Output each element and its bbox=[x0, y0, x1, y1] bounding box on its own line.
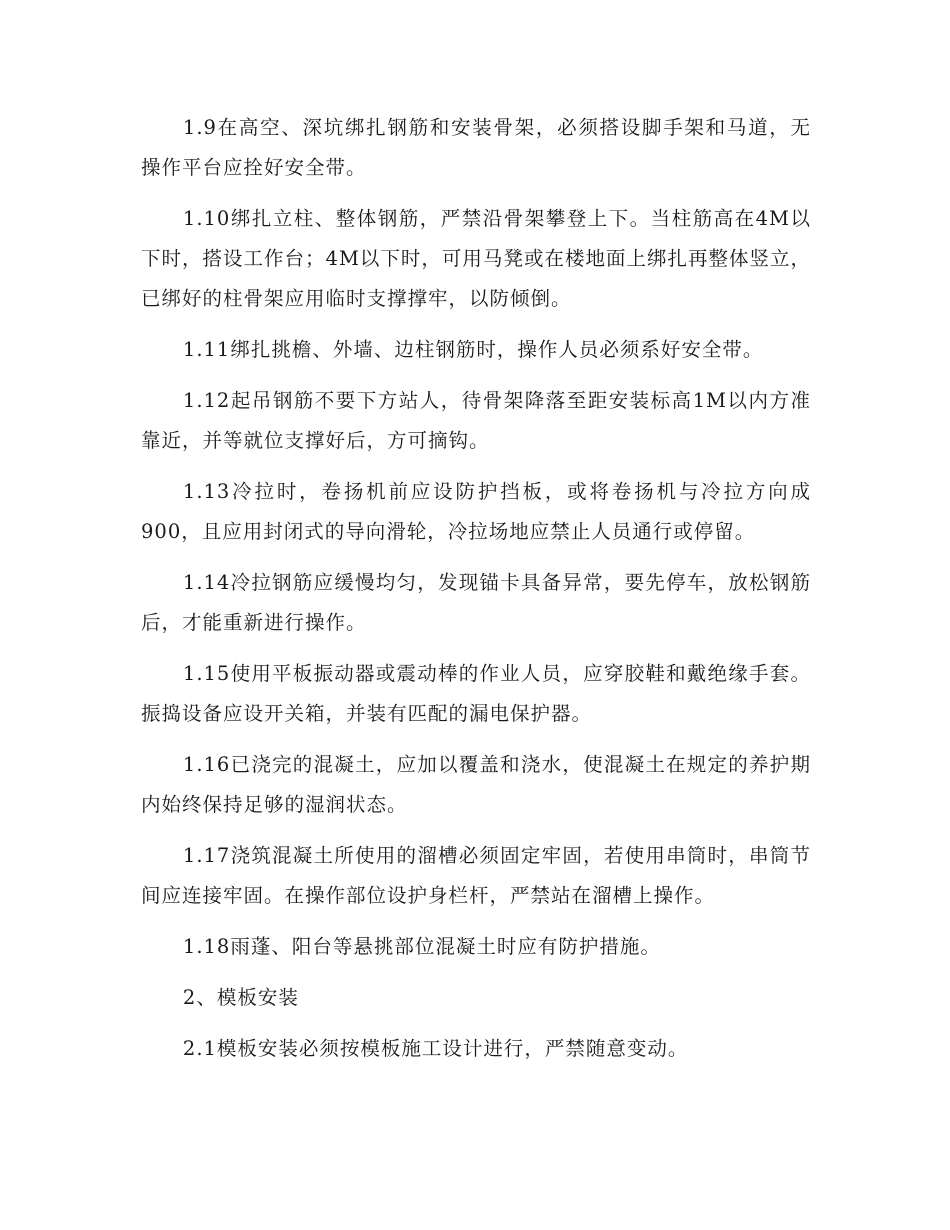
paragraph-1-10: 1.10绑扎立柱、整体钢筋，严禁沿骨架攀登上下。当柱筋高在4M以下时，搭设工作台；4M以下时，可用马凳或在楼地面上绑扎再整体竖立，已绑好的柱骨架应用临时支撑撑牢，以防倾倒。 bbox=[141, 207, 811, 310]
section-heading-formwork: 2、模板安装 bbox=[182, 986, 299, 1009]
paragraph-1-15: 1.15使用平板振动器或震动棒的作业人员，应穿胶鞋和戴绝缘手套。振捣设备应设开关箱，并装有匹配的漏电保护器。 bbox=[141, 662, 811, 725]
document-body bbox=[141, 108, 811, 1080]
paragraph-1-18: 1.18雨蓬、阳台等悬挑部位混凝土时应有防护措施。 bbox=[182, 935, 661, 958]
paragraph-1-11: 1.11绑扎挑檐、外墙、边柱钢筋时，操作人员必须系好安全带。 bbox=[182, 338, 764, 361]
paragraph-1-9: 1.9在高空、深坑绑扎钢筋和安装骨架，必须搭设脚手架和马道，无操作平台应拴好安全带。 bbox=[141, 116, 811, 179]
paragraph-2-1: 2.1模板安装必须按模板施工设计进行，严禁随意变动。 bbox=[182, 1037, 689, 1060]
paragraph-1-14: 1.14冷拉钢筋应缓慢均匀，发现锚卡具备异常，要先停车，放松钢筋后，才能重新进行操作。 bbox=[141, 571, 811, 634]
paragraph-1-17: 1.17浇筑混凝土所使用的溜槽必须固定牢固，若使用串筒时，串筒节间应连接牢固。在操作部位设护身栏杆，严禁站在溜槽上操作。 bbox=[141, 844, 811, 907]
paragraph-1-13: 1.13冷拉时，卷扬机前应设防护挡板，或将卷扬机与冷拉方向成900，且应用封闭式的导向滑轮，冷拉场地应禁止人员通行或停留。 bbox=[141, 480, 811, 543]
paragraph-1-12: 1.12起吊钢筋不要下方站人，待骨架降落至距安装标高1M以内方准靠近，并等就位支撑好后，方可摘钩。 bbox=[141, 389, 811, 452]
paragraph-1-16: 1.16已浇完的混凝土，应加以覆盖和浇水，使混凝土在规定的养护期内始终保持足够的湿润状态。 bbox=[141, 753, 811, 816]
